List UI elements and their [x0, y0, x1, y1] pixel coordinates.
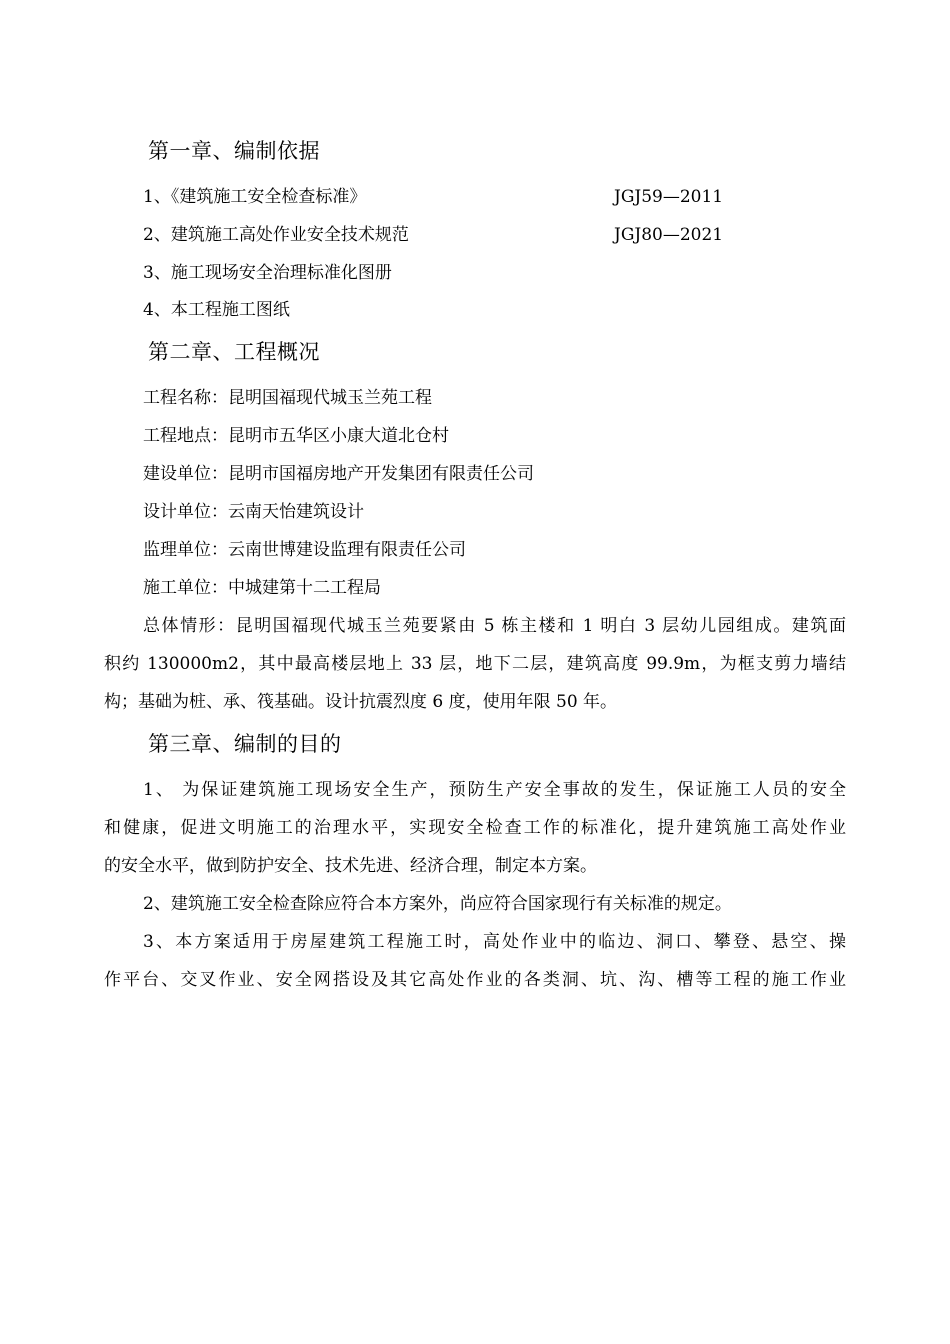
chapter1-title: 第一章、编制依据	[148, 139, 320, 163]
project-location: 工程地点：昆明市五华区小康大道北仓村	[143, 426, 449, 446]
reference-item-4: 4、本工程施工图纸	[143, 300, 290, 320]
reference-item-1: 1、《建筑施工安全检查标准》	[143, 187, 367, 207]
supervision-unit: 监理单位：云南世博建设监理有限责任公司	[143, 540, 466, 560]
reference-code-1: JGJ59—2011	[614, 187, 724, 207]
purpose-para3-line-1: 3、本方案适用于房屋建筑工程施工时，高处作业中的临边、洞口、攀登、悬空、操	[143, 932, 846, 952]
summary-line-2: 积约 130000m2，其中最高楼层地上 33 层，地下二层，建筑高度 99.9m，为框支剪力墙结	[104, 654, 846, 674]
project-name: 工程名称：昆明国福现代城玉兰苑工程	[143, 388, 432, 408]
purpose-para1-line-2: 和健康，促进文明施工的治理水平，实现安全检查工作的标准化，提升建筑施工高处作业	[104, 818, 846, 838]
reference-item-3: 3、施工现场安全治理标准化图册	[143, 263, 392, 283]
purpose-para2: 2、建筑施工安全检查除应符合本方案外，尚应符合国家现行有关标准的规定。	[143, 894, 732, 914]
design-unit: 设计单位：云南天怡建筑设计	[143, 502, 364, 522]
construction-owner: 建设单位：昆明市国福房地产开发集团有限责任公司	[143, 464, 534, 484]
reference-item-2: 2、建筑施工高处作业安全技术规范	[143, 225, 409, 245]
chapter3-title: 第三章、编制的目的	[148, 732, 342, 756]
purpose-para1-line-1: 1、 为保证建筑施工现场安全生产，预防生产安全事故的发生，保证施工人员的安全	[143, 780, 846, 800]
summary-line-3: 构；基础为桩、承、筏基础。设计抗震烈度 6 度，使用年限 50 年。	[104, 692, 618, 712]
purpose-para1-line-3: 的安全水平，做到防护安全、技术先进、经济合理，制定本方案。	[104, 856, 597, 876]
purpose-para3-line-2: 作平台、交叉作业、安全网搭设及其它高处作业的各类洞、坑、沟、槽等工程的施工作业	[104, 970, 846, 990]
reference-code-2: JGJ80—2021	[614, 225, 724, 245]
chapter2-title: 第二章、工程概况	[148, 340, 320, 364]
contractor-unit: 施工单位：中城建第十二工程局	[143, 578, 381, 598]
summary-line-1: 总体情形：昆明国福现代城玉兰苑要紧由 5 栋主楼和 1 明白 3 层幼儿园组成。建筑面	[143, 616, 846, 636]
